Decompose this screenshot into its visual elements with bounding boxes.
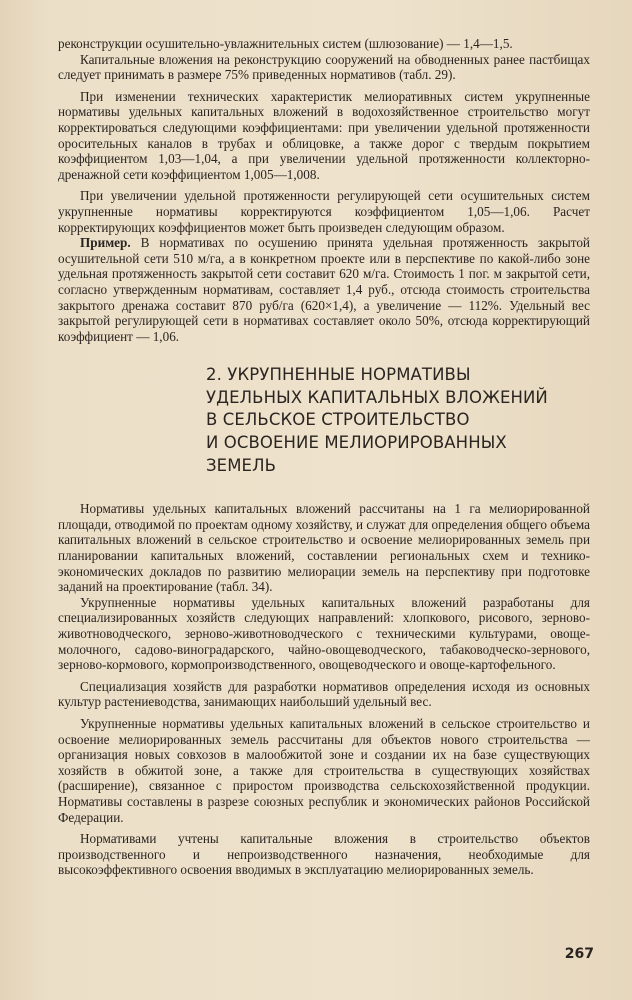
section2-paragraph-5: Нормативами учтены капитальные вложения в строительство объектов производственного и непроизводственного назначения, необходимые для высокоэффективного освоения вводимых в эксплуатацию мелиорированных земель. — [58, 831, 590, 878]
heading-line-2: УДЕЛЬНЫХ КАПИТАЛЬНЫХ ВЛОЖЕНИЙ — [206, 387, 548, 407]
example-label: Пример. — [80, 235, 131, 251]
section2-paragraph-2: Укрупненные нормативы удельных капитальных вложений разработаны для специализированных хозяйств следующих направлений: хлопкового, рисового, зерново-животноводческого, зерново-животноводческого с техническими культурами, овоще-молочного, садово-виноградарского, чайно-овощеводческого, табаководческо-зернового, зерново-кормового, кормопроизводственного, овощеводческого и овоще-картофельного. — [58, 594, 590, 673]
paragraph-1: реконструкции осушительно-увлажнительных систем (шлюзование) — 1,4—1,5. — [58, 36, 513, 51]
example-paragraph — [58, 235, 590, 344]
paragraph-3: При изменении технических характеристик мелиоративных систем укрупненные нормативы удельных капитальных вложений в водохозяйственное строительство могут корректироваться следующими коэффициентами: при увеличении удельной протяженности оросительных каналов в трубах и облицовке, а также дорог с твердым покрытием коэффициентом 1,03—1,04, а при увеличении удельной протяженности коллекторно-дренажной сети коэффициентом 1,005—1,008. — [58, 88, 590, 182]
section-2-body — [58, 501, 590, 878]
section2-paragraph-1: Нормативы удельных капитальных вложений рассчитаны на 1 га мелиорированной площади, отводимой по проектам одному хозяйству, и служат для определения общего объема капитальных вложений в сельское строительство и освоение мелиорированных земель при планировании капитальных вложений, составлении региональных схем и технико-экономических докладов по развитию мелиорации земель на перспективу при подготовке заданий на проектирование (табл. 34). — [58, 501, 590, 595]
paragraph-2: Капитальные вложения на реконструкцию сооружений на обводненных ранее пастбищах следует принимать в размере 75% приведенных нормативов (табл. 29). — [58, 51, 590, 83]
paragraph-4: При увеличении удельной протяженности регулирующей сети осушительных систем укрупненные нормативы корректируются коэффициентом 1,05—1,06. Расчет корректирующих коэффициентов может быть произведен следующим образом. — [58, 188, 590, 235]
section2-paragraph-4: Укрупненные нормативы удельных капитальных вложений в сельское строительство и освоение мелиорированных земель рассчитаны для объектов нового строительства — организация новых совхозов в малообжитой зоне и создании их на базе существующих хозяйств в обжитой зоне, а также для строительства в существующих хозяйствах (расширение), связанное с приростом производства сельскохозяйственной продукции. Нормативы составлены в разрезе союзных республик и экономических районов Российской Федерации. — [58, 715, 590, 825]
heading-line-5: ЗЕМЕЛЬ — [206, 455, 276, 475]
heading-line-1: 2. УКРУПНЕННЫЕ НОРМАТИВЫ — [206, 365, 471, 385]
page-number: 267 — [564, 946, 594, 962]
example-text: В нормативах по осушению принята удельная протяженность закрытой осушительной сети 510 м/га, а в конкретном проекте или в перспективе по какой-либо зоне удельная протяженность закрытой сети составит 620 м/га. Стоимость 1 пог. м закрытой сети, согласно утвержденным нормативам, составляет 1,4 руб., отсюда стоимость строительства закрытого дренажа составит 870 руб/га (620×1,4), а увеличение — 112%. Удельный вес закрытой регулирующей сети в нормативах составляет около 50%, отсюда корректирующий коэффициент — 1,06. — [58, 235, 590, 344]
section2-paragraph-3: Специализация хозяйств для разработки нормативов определения исходя из основных культур растениеводства, занимающих наибольший удельный вес. — [58, 678, 590, 710]
heading-line-4: И ОСВОЕНИЕ МЕЛИОРИРОВАННЫХ — [206, 433, 507, 453]
heading-line-3: В СЕЛЬСКОЕ СТРОИТЕЛЬСТВО — [206, 410, 470, 430]
section-heading — [206, 364, 590, 477]
